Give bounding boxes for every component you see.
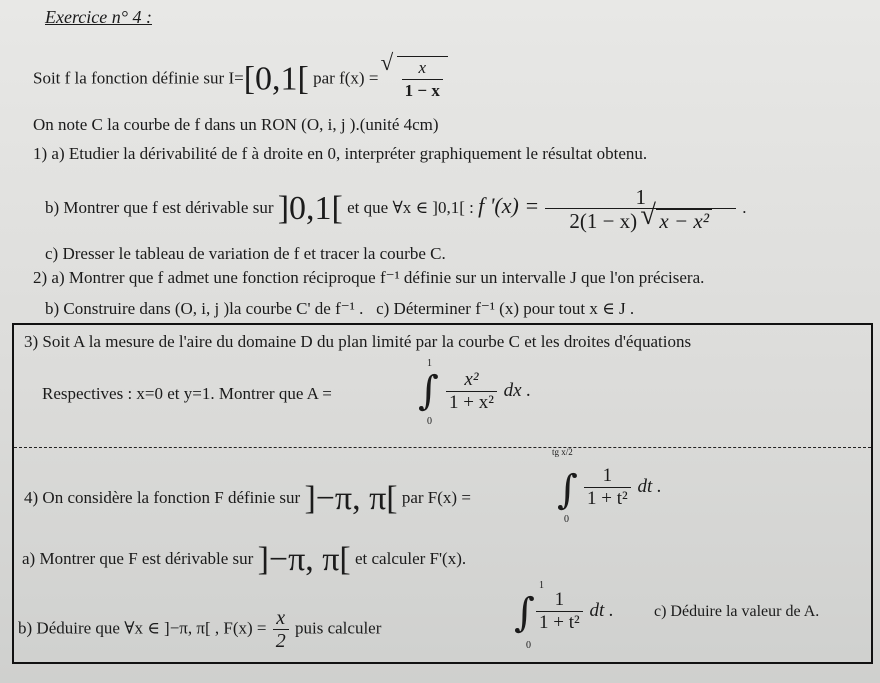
- q4b-numerator: x: [273, 607, 289, 630]
- question-4b: [18, 607, 381, 652]
- derivative-denominator: 2(1 − x) √ x − x²: [545, 209, 736, 232]
- derivative-numerator: 1: [545, 186, 736, 209]
- q4-numerator: 1: [584, 465, 631, 488]
- q4a-interval: ]−π, π[: [257, 541, 351, 578]
- q4b-int-denominator: 1 + t²: [539, 612, 580, 633]
- sqrt-expression: [383, 56, 448, 102]
- q4b-int-numerator: 1: [536, 589, 583, 612]
- q4-integral-sign: ∫: [557, 467, 578, 513]
- sqrt-denominator: 1 − x: [404, 81, 440, 100]
- q4a-suffix: et calculer F'(x).: [354, 549, 467, 568]
- q3-upper-bound: 1: [427, 358, 432, 369]
- question-4: [24, 480, 471, 517]
- question-2b: [45, 298, 634, 320]
- q4b-denominator: 2: [275, 630, 286, 652]
- q4b-integral-sign: ∫: [514, 590, 535, 636]
- question-3-line2: Respectives : x=0 et y=1. Montrer que A =: [42, 384, 332, 403]
- q3-dx: dx .: [503, 379, 532, 401]
- question-1a: 1) a) Etudier la dérivabilité de f à droite en 0, interpréter graphiquement le résultat obtenu.: [33, 144, 648, 163]
- q2-part-c: c) Déterminer f⁻¹ (x) pour tout x ∈ J .: [376, 299, 635, 318]
- question-1c: c) Dresser le tableau de variation de f et tracer la courbe C.: [45, 244, 446, 263]
- exercise-title: Exercice n° 4 :: [45, 7, 152, 27]
- q3-integral-sign: ∫: [418, 368, 439, 414]
- q4b-lower-bound: 0: [526, 640, 531, 651]
- q3-numerator: x²: [446, 369, 497, 392]
- section-divider: [14, 447, 871, 448]
- note-line: On note C la courbe de f dans un RON (O, i, j ).(unité 4cm): [33, 115, 439, 134]
- q4-par: par F(x) =: [401, 488, 471, 507]
- derivative-fraction: [545, 186, 736, 232]
- question-2a: 2) a) Montrer que f admet une fonction réciproque f⁻¹ définie sur un intervalle J que l'on précisera.: [33, 268, 705, 287]
- q1b-prefix: b) Montrer que f est dérivable sur: [45, 197, 274, 217]
- sqrt-numerator: √ x: [402, 57, 443, 80]
- q3-lower-bound: 0: [427, 416, 432, 427]
- q1b-lhs: f '(x) =: [478, 192, 540, 218]
- question-4a: [22, 541, 467, 578]
- q4-lower-bound: 0: [564, 514, 569, 525]
- q4-integrand: [582, 465, 662, 510]
- q4-dt: dt .: [637, 475, 662, 497]
- q4b-integrand: [534, 589, 614, 634]
- q4-denominator: 1 + t²: [587, 488, 628, 509]
- q4-text: 4) On considère la fonction F définie sur: [24, 488, 301, 507]
- q4b-mid: puis calculer: [295, 618, 382, 638]
- definition-prefix: Soit f la fonction définie sur I=: [33, 68, 244, 88]
- q1b-mid: et que ∀x ∈ ]0,1[ :: [347, 197, 474, 217]
- q4b-dt: dt .: [589, 599, 614, 621]
- q3-denominator: 1 + x²: [449, 392, 494, 413]
- question-1b: b) Montrer que f est dérivable sur ]0,1[ et que ∀x ∈ ]0,1[ : f '(x) = $\frac{1}{\text{2(1 − x) √ x − x²}}$ .: [45, 186, 746, 232]
- q3-integrand: [444, 369, 531, 414]
- function-definition: [33, 56, 448, 102]
- q4b-upper-bound: 1: [539, 580, 544, 591]
- boxed-questions: [12, 323, 873, 664]
- q4-interval: ]−π, π[: [304, 480, 398, 517]
- question-4c: c) Déduire la valeur de A.: [654, 603, 820, 620]
- q2-part-b: b) Construire dans (O, i, j )la courbe C' de f⁻¹ .: [45, 299, 364, 318]
- definition-par: par f(x) =: [313, 68, 379, 88]
- q1b-interval: ]0,1[: [277, 189, 343, 227]
- q4a-prefix: a) Montrer que F est dérivable sur: [22, 549, 254, 568]
- question-3-line1: 3) Soit A la mesure de l'aire du domaine D du plan limité par la courbe C et les droites d'équations: [24, 332, 692, 351]
- definition-interval: [0,1[: [243, 60, 309, 98]
- q4-upper-bound: tg x/2: [552, 447, 573, 457]
- q4b-prefix: b) Déduire que ∀x ∈ ]−π, π[ , F(x) =: [18, 618, 267, 638]
